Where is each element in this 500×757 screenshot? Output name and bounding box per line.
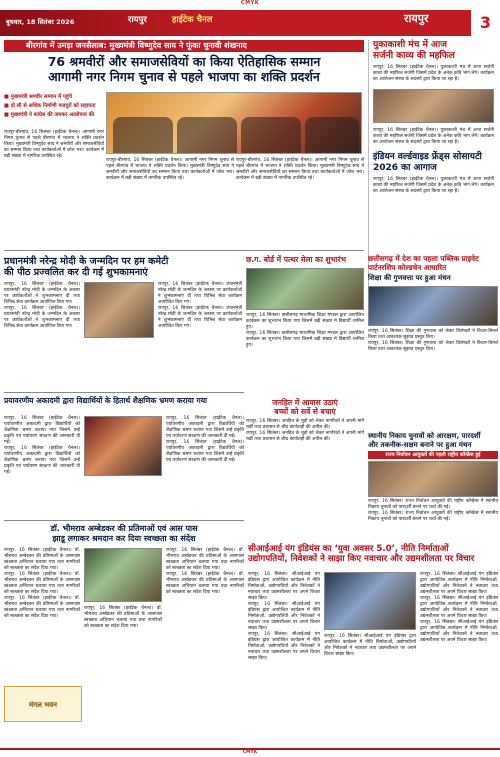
pm-body: रायपुर, 16 सितंबर (हाईटेक चैनल)। प्रधानमंत्री नरेन्द्र मोदी के जन्मदिन के अवसर पर कार्यकर्ताओं ने शुभकामनाएं दीं तथा विभिन्न सेवा कार्यक्रम आयोजित किए गए। <box>4 282 80 305</box>
ambedkar-body: रायपुर, 16 सितंबर (हाईटेक चैनल)। डॉ. भीमराव अम्बेडकर की प्रतिमाओं के आसपास स्वच्छता अभियान चलाया गया तथा नागरिकों को स्वच्छता का संदेश दिया गया। <box>166 548 244 571</box>
right-box-title-1: युकाकाशी मंच में आज <box>373 40 447 50</box>
top-registration-bar <box>0 0 500 10</box>
local-section <box>368 432 498 523</box>
cii-body: रायपुर, 16 सितंबर। सीआईआई यंग इंडियंस द्वारा आयोजित कार्यक्रम में नीति निर्माताओं, उद्योगपतियों और निवेशकों ने नवाचार तथा उद्यमशीलता पर अपने विचार साझा किए। <box>420 596 498 619</box>
pm-title-1: प्रधानमंत्री नरेन्द्र मोदी के जन्मदिन पर हम कमेटी <box>4 256 169 267</box>
local-title-2: और तकनीक-सक्षम बनाने पर हुआ मंथन <box>368 440 472 449</box>
cii-body: रायपुर, 16 सितंबर। सीआईआई यंग इंडियंस द्वारा आयोजित कार्यक्रम में नीति निर्माताओं, उद्योगपतियों और निवेशकों ने नवाचार तथा उद्यमशीलता पर अपने विचार साझा किए। <box>248 632 320 661</box>
edu-body: रायपुर, 16 सितंबर (हाईटेक चैनल)। पर्यावरणीय अकादमी द्वारा विद्यार्थियों को शैक्षणिक भ्रमण कराया गया जिसमें उन्हें प्रकृति एवं पर्यावरण संरक्षण की जानकारी दी गई। <box>4 416 80 445</box>
house-body: रायपुर, 16 सितंबर। जनहित के मुद्दों को लेकर नागरिकों ने अपनी मांगें रखीं तथा प्रशासन से शीघ्र कार्यवाही की अपील की। <box>246 431 364 442</box>
rule <box>4 392 244 393</box>
ambedkar-section <box>4 524 244 544</box>
cmyk-mark: CMYK <box>240 0 260 6</box>
lead-body-col-2 <box>106 158 234 182</box>
page-number: 3 <box>468 10 500 36</box>
ambedkar-body: रायपुर, 16 सितंबर (हाईटेक चैनल)। डॉ. भीमराव अम्बेडकर की प्रतिमाओं के आसपास स्वच्छता अभियान चलाया गया तथा नागरिकों को स्वच्छता का संदेश दिया गया। <box>84 606 162 629</box>
lead-bullet: ■ मुख्यमंत्री श्रमवीर सम्मान में पहुंचे <box>4 94 104 101</box>
right-box-title-4: 2026 का आगाज <box>373 163 437 173</box>
lead-body: रायपुर-बीरगांव, 16 सितंबर (हाईटेक चैनल)। आगामी नगर निगम चुनाव से पहले बीरगांव में भाजपा ने शक्ति प्रदर्शन किया। मुख्यमंत्री विष्णुदेव साय ने श्रमवीरों और समाजसेवियों का सम्मान किया तथा कार्यकर्ताओं में जोश भरा। कार्यक्रम में बड़ी संख्या में नागरिक उपस्थित रहे। <box>236 158 364 181</box>
masthead-brand: हाईटेक चैनल <box>172 15 213 25</box>
issue-date: बुधवार, 18 सितंबर 2026 <box>6 18 75 26</box>
cii-body: रायपुर, 16 सितंबर। सीआईआई यंग इंडियंस द्वारा आयोजित कार्यक्रम में नीति निर्माताओं, उद्योगपतियों और निवेशकों ने नवाचार तथा उद्यमशीलता पर अपने विचार साझा किए। <box>248 602 320 631</box>
local-kicker: राज्य निर्वाचन आयुक्तों की पहली राष्ट्रीय कॉन्फ्रेंस हुई <box>368 451 498 459</box>
cii-body-col <box>420 572 498 644</box>
right-box-title-2: सर्जनी काव्य की महफिल <box>373 51 455 61</box>
coal-body: रायपुर, 16 सितंबर। शिक्षा की गुणवत्ता को लेकर विशेषज्ञों ने विचार-विमर्श किया तथा आवश्यक सुझाव प्रस्तुत किए। <box>368 329 498 340</box>
advertisement: मंगल भवन <box>4 686 82 722</box>
lead-kicker: बीरगांव में उमड़ा जनसैलाब: मुख्यमंत्री विष्णुदेव साय ने फूंका चुनावी शंखनाद <box>4 40 364 52</box>
house-section <box>246 398 364 443</box>
lead-body: रायपुर-बीरगांव, 16 सितंबर (हाईटेक चैनल)। आगामी नगर निगम चुनाव से पहले बीरगांव में भाजपा ने शक्ति प्रदर्शन किया। मुख्यमंत्री विष्णुदेव साय ने श्रमवीरों और समाजसेवियों का सम्मान किया तथा कार्यकर्ताओं में जोश भरा। कार्यक्रम में बड़ी संख्या में नागरिक उपस्थित रहे। <box>106 158 234 181</box>
cg-section <box>246 254 364 349</box>
cii-body: रायपुर, 16 सितंबर। सीआईआई यंग इंडियंस द्वारा आयोजित कार्यक्रम में नीति निर्माताओं, उद्योगपतियों और निवेशकों ने नवाचार तथा उद्यमशीलता पर अपने विचार साझा किए। <box>420 620 498 643</box>
cg-title: छ.ग. बोर्ड में पत्थर मेला का शुभारंभ <box>246 255 347 264</box>
coal-photo <box>368 286 498 326</box>
local-body: रायपुर, 16 सितंबर। राज्य निर्वाचन आयुक्तों की राष्ट्रीय कॉन्फ्रेंस में स्थानीय निकाय चुनावों को पारदर्शी बनाने पर चर्चा की गई। <box>368 511 498 522</box>
lead-headline-1: 76 श्रमवीरों और समाजसेवियों का किया ऐतिहासिक सम्मान <box>47 54 321 69</box>
ambedkar-photo <box>84 548 162 602</box>
coal-section <box>368 254 498 353</box>
pm-body: रायपुर, 16 सितंबर (हाईटेक चैनल)। प्रधानमंत्री नरेन्द्र मोदी के जन्मदिन के अवसर पर कार्यकर्ताओं ने शुभकामनाएं दीं तथा विभिन्न सेवा कार्यक्रम आयोजित किए गए। <box>4 306 80 329</box>
local-photo <box>368 461 498 497</box>
right-box-photo <box>373 89 494 123</box>
pm-title-2: की पीठ प्रज्वलित कर दी गई शुभकामनाएं <box>4 267 148 278</box>
cii-body-col <box>324 634 416 658</box>
cii-body: रायपुर, 16 सितंबर। सीआईआई यंग इंडियंस द्वारा आयोजित कार्यक्रम में नीति निर्माताओं, उद्योगपतियों और निवेशकों ने नवाचार तथा उद्यमशीलता पर अपने विचार साझा किए। <box>324 634 416 657</box>
ambedkar-title-2: झाडू लगाकर श्रमदान कर दिया स्वच्छता का संदेश <box>52 534 196 543</box>
cii-body: रायपुर, 16 सितंबर। सीआईआई यंग इंडियंस द्वारा आयोजित कार्यक्रम में नीति निर्माताओं, उद्योगपतियों और निवेशकों ने नवाचार तथा उद्यमशीलता पर अपने विचार साझा किए। <box>420 572 498 595</box>
masthead-city-right: रायपुर <box>404 12 429 25</box>
right-box <box>368 40 498 290</box>
edu-photo <box>84 416 162 476</box>
rule <box>4 520 244 521</box>
pm-body: रायपुर, 16 सितंबर (हाईटेक चैनल)। प्रधानमंत्री नरेन्द्र मोदी के जन्मदिन के अवसर पर कार्यकर्ताओं ने शुभकामनाएं दीं तथा विभिन्न सेवा कार्यक्रम आयोजित किए गए। <box>158 306 242 329</box>
local-body: रायपुर, 16 सितंबर। राज्य निर्वाचन आयुक्तों की राष्ट्रीय कॉन्फ्रेंस में स्थानीय निकाय चुनावों को पारदर्शी बनाने पर चर्चा की गई। <box>368 499 498 510</box>
cg-body: रायपुर, 16 सितंबर। छत्तीसगढ़ माध्यमिक शिक्षा मण्डल द्वारा आयोजित कार्यक्रम का शुभारंभ किया गया जिसमें बड़ी संख्या में विद्यार्थी शामिल हुए। <box>246 313 364 330</box>
ambedkar-body: रायपुर, 16 सितंबर (हाईटेक चैनल)। डॉ. भीमराव अम्बेडकर की प्रतिमाओं के आसपास स्वच्छता अभियान चलाया गया तथा नागरिकों को स्वच्छता का संदेश दिया गया। <box>166 572 244 595</box>
lead-body-col-1 <box>4 130 104 160</box>
cii-title-2: उद्योगपतियों, निवेशकों ने साझा किए नवाचार और उद्यमशीलता पर विचार <box>248 554 475 564</box>
ambedkar-body-col <box>84 606 162 630</box>
pm-body-col <box>158 282 242 330</box>
pm-photo <box>84 282 154 338</box>
edu-body: रायपुर, 16 सितंबर (हाईटेक चैनल)। पर्यावरणीय अकादमी द्वारा विद्यार्थियों को शैक्षणिक भ्रमण कराया गया जिसमें उन्हें प्रकृति एवं पर्यावरण संरक्षण की जानकारी दी गई। <box>166 416 244 439</box>
ambedkar-body-col <box>4 548 80 620</box>
cii-body-col <box>248 572 320 662</box>
masthead <box>0 10 500 36</box>
masthead-city: रायपुर <box>128 15 147 25</box>
pm-body: रायपुर, 16 सितंबर (हाईटेक चैनल)। प्रधानमंत्री नरेन्द्र मोदी के जन्मदिन के अवसर पर कार्यकर्ताओं ने शुभकामनाएं दीं तथा विभिन्न सेवा कार्यक्रम आयोजित किए गए। <box>158 282 242 305</box>
cg-body: रायपुर, 16 सितंबर। छत्तीसगढ़ माध्यमिक शिक्षा मण्डल द्वारा आयोजित कार्यक्रम का शुभारंभ किया गया जिसमें बड़ी संख्या में विद्यार्थी शामिल हुए। <box>246 331 364 348</box>
ambedkar-body: रायपुर, 16 सितंबर (हाईटेक चैनल)। डॉ. भीमराव अम्बेडकर की प्रतिमाओं के आसपास स्वच्छता अभियान चलाया गया तथा नागरिकों को स्वच्छता का संदेश दिया गया। <box>4 548 80 571</box>
house-title-2: बच्चों को सर्वे से बचाएं <box>274 407 336 416</box>
edu-title: प्रयावरणीय अकादमी द्वारा विद्यार्थियों के हितार्थ शैक्षणिक भ्रमण कराया गया <box>4 396 207 405</box>
lead-body: रायपुर-बीरगांव, 16 सितंबर (हाईटेक चैनल)। आगामी नगर निगम चुनाव से पहले बीरगांव में भाजपा ने शक्ति प्रदर्शन किया। मुख्यमंत्री विष्णुदेव साय ने श्रमवीरों और समाजसेवियों का सम्मान किया तथा कार्यकर्ताओं में जोश भरा। कार्यक्रम में बड़ी संख्या में नागरिक उपस्थित रहे। <box>4 130 104 159</box>
cii-photo <box>324 572 416 630</box>
right-box-title-3: इंडियन वर्ल्डवाइड फ्रेंड्स सोसायटी <box>373 152 482 162</box>
right-box-body: रायपुर, 16 सितंबर (हाईटेक चैनल)। युकाकाशी मंच में आज सर्जनी काव्य की महफिल सजेगी जिसमें प्रदेश के अनेक कवि भाग लेंगे। कार्यक्रम का आयोजन संस्था के सदस्यों द्वारा किया जा रहा है। <box>373 65 494 82</box>
ambedkar-body: रायपुर, 16 सितंबर (हाईटेक चैनल)। डॉ. भीमराव अम्बेडकर की प्रतिमाओं के आसपास स्वच्छता अभियान चलाया गया तथा नागरिकों को स्वच्छता का संदेश दिया गया। <box>4 596 80 619</box>
ambedkar-title-1: डॉ. भीमराव अम्बेडकर की प्रतिमाओं एवं आस पास <box>50 524 198 533</box>
edu-section <box>4 396 244 405</box>
edu-body: रायपुर, 16 सितंबर (हाईटेक चैनल)। पर्यावरणीय अकादमी द्वारा विद्यार्थियों को शैक्षणिक भ्रमण कराया गया जिसमें उन्हें प्रकृति एवं पर्यावरण संरक्षण की जानकारी दी गई। <box>4 446 80 475</box>
lead-bullet: ■ मुख्यमंत्री ने कांग्रेस की जमकर आलोचना की <box>4 112 104 119</box>
lead-headline-2: आगामी नगर निगम चुनाव से पहले भाजपा का शक्ति प्रदर्शन <box>48 69 320 84</box>
ambedkar-body: रायपुर, 16 सितंबर (हाईटेक चैनल)। डॉ. भीमराव अम्बेडकर की प्रतिमाओं के आसपास स्वच्छता अभियान चलाया गया तथा नागरिकों को स्वच्छता का संदेश दिया गया। <box>4 572 80 595</box>
lead-bullet: ■ दो सौ से अधिक निर्माणी मजदूरों को सहायता <box>4 103 104 110</box>
house-body: रायपुर, 16 सितंबर। जनहित के मुद्दों को लेकर नागरिकों ने अपनी मांगें रखीं तथा प्रशासन से शीघ्र कार्यवाही की अपील की। <box>246 419 364 430</box>
footer-mark: CMYK <box>242 750 258 755</box>
local-title-1: स्थानीय निकाय चुनावों को आरक्षण, पारदर्शी <box>368 432 481 440</box>
cii-body: रायपुर, 16 सितंबर। सीआईआई यंग इंडियंस द्वारा आयोजित कार्यक्रम में नीति निर्माताओं, उद्योगपतियों और निवेशकों ने नवाचार तथा उद्यमशीलता पर अपने विचार साझा किए। <box>248 572 320 601</box>
edu-body: रायपुर, 16 सितंबर (हाईटेक चैनल)। पर्यावरणीय अकादमी द्वारा विद्यार्थियों को शैक्षणिक भ्रमण कराया गया जिसमें उन्हें प्रकृति एवं पर्यावरण संरक्षण की जानकारी दी गई। <box>166 440 244 463</box>
pm-section <box>4 256 242 278</box>
lead-bullets <box>4 94 104 121</box>
coal-title-2: शिक्षा की गुणवत्ता पर हुआ मंथन <box>368 274 451 282</box>
edu-body-col <box>4 416 80 476</box>
lead-body-col-3 <box>236 158 364 182</box>
right-box-body: रायपुर, 16 सितंबर (हाईटेक चैनल)। युकाकाशी मंच में आज सर्जनी काव्य की महफिल सजेगी जिसमें प्रदेश के अनेक कवि भाग लेंगे। कार्यक्रम का आयोजन संस्था के सदस्यों द्वारा किया जा रहा है। <box>373 128 494 145</box>
ambedkar-body-col <box>166 548 244 596</box>
edu-body-col <box>166 416 244 464</box>
coal-body: रायपुर, 16 सितंबर। शिक्षा की गुणवत्ता को लेकर विशेषज्ञों ने विचार-विमर्श किया तथा आवश्यक सुझाव प्रस्तुत किए। <box>368 341 498 352</box>
house-title-1: जनहित में आवास उठाएं <box>272 398 338 407</box>
pm-body-col <box>4 282 80 330</box>
lead-photo <box>106 92 362 154</box>
cii-section <box>248 544 498 564</box>
coal-title-1: छत्तीसगढ़ में देश का पहला पब्लिक प्राइवेट पार्टनरशिप कोल्डचेन आधारित <box>368 254 479 272</box>
cg-photo <box>246 268 364 310</box>
cii-title-1: सीआईआई यंग इंडियंस का ‘युवा अवसर 5.0’, नीति निर्माताओं <box>248 544 449 554</box>
right-box-body: रायपुर, 16 सितंबर (हाईटेक चैनल)। युकाकाशी मंच में आज सर्जनी काव्य की महफिल सजेगी जिसमें प्रदेश के अनेक कवि भाग लेंगे। कार्यक्रम का आयोजन संस्था के सदस्यों द्वारा किया जा रहा है। <box>373 177 494 194</box>
rule <box>4 250 364 251</box>
